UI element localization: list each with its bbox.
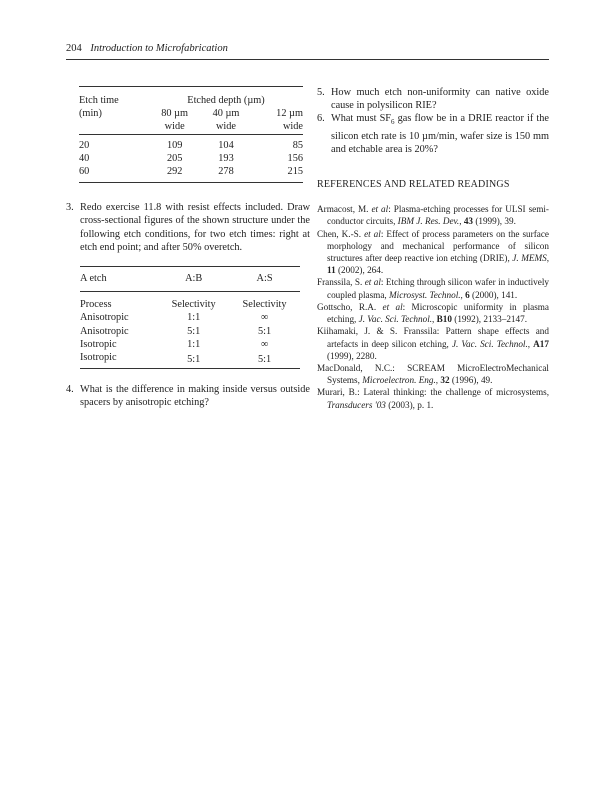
cell: ∞	[260, 338, 269, 350]
right-column	[317, 86, 549, 411]
exercise-text: What must $SF_6$ gas flow be in a DRIE reactor if the silicon etch rate is 10 µm/min, wafer size is 150 mm and etchable area is 20%?	[331, 113, 549, 155]
cell: 60	[79, 166, 90, 178]
references-heading: REFERENCES AND RELATED READINGS	[317, 179, 510, 191]
exercise-6	[317, 112, 549, 156]
cell: 85	[292, 139, 303, 151]
exercise-number: 6.	[317, 113, 325, 125]
cell: 1:1	[187, 312, 201, 324]
reference-item: Chen, K.-S. et al: Effect of process parameters on the surface morphology and mechanical performance of silicon structures after deep reactive ion etching (DRIE), J. MEMS, 11 (2002), 264.	[317, 228, 550, 276]
table-top-rule	[79, 87, 303, 95]
cell: Isotropic	[80, 338, 117, 350]
cell: 205	[166, 152, 183, 164]
table-row	[79, 152, 303, 165]
cell: 193	[218, 152, 234, 164]
width-header: 80 µm	[161, 108, 189, 120]
reference-item: Kiihamaki, J. & S. Franssila: Pattern shape effects and artefacts in deep silicon etching, J. Vac. Sci. Technol., A17 (1999), 2280.	[317, 326, 549, 361]
exercise-4	[66, 383, 310, 409]
group-header: Etched depth (µm)	[187, 95, 265, 106]
exercise-number: 4.	[66, 384, 74, 396]
cell: 1:1	[187, 338, 201, 350]
cell: 278	[218, 166, 234, 178]
reference-item: Franssila, S. et al: Etching through silicon wafer in inductively coupled plasma, Microsyst. Technol., 6 (2000), 141.	[317, 277, 550, 300]
cell: 20	[79, 139, 90, 151]
cell: Anisotropic	[80, 312, 129, 324]
cell: 5:1	[257, 325, 272, 337]
width-header: 40 µm	[212, 108, 240, 120]
cell: 5:1	[187, 325, 201, 337]
cell: 5:1	[187, 354, 201, 366]
header-cell: Process	[80, 299, 112, 311]
cell: 104	[218, 139, 234, 151]
header-cell: A:B	[185, 273, 203, 285]
cell: 215	[287, 166, 303, 178]
cell: 109	[166, 139, 183, 151]
col-label: Etch time	[79, 95, 119, 106]
etch-depth-table	[79, 86, 303, 183]
cell: 5:1	[257, 354, 272, 366]
cell: 156	[287, 152, 303, 164]
reference-item: Gottscho, R.A. et al: Microscopic uniformity in plasma etching, J. Vac. Sci. Technol., B10 (1992), 2133–2147.	[317, 301, 549, 325]
cell: 292	[166, 166, 183, 178]
table-row	[80, 338, 300, 351]
references-list	[317, 203, 549, 410]
exercise-5	[317, 86, 549, 112]
header-cell: Selectivity	[242, 299, 287, 311]
selectivity-table	[80, 266, 300, 369]
exercise-text: Redo exercise 11.8 with resist effects included. Draw cross-sectional figures of the shown structure under the following etch conditions, for two etch times: right at etch end point; and after 50% overetch.	[80, 202, 310, 253]
table-row	[80, 351, 300, 369]
exercise-text: How much etch non-uniformity can native oxide cause in polysilicon RIE?	[331, 87, 549, 112]
header-rule	[66, 59, 549, 60]
col-unit: (min)	[79, 108, 102, 120]
reference-item: Armacost, M. et al: Plasma-etching processes for ULSI semi-conductor circuits, IBM J. Res. Dev., 43 (1999), 39.	[317, 204, 549, 227]
exercise-text: What is the difference in making inside versus outside spacers by anisotropic etching?	[80, 384, 310, 409]
wide-label: wide	[164, 121, 185, 133]
exercise-3	[66, 201, 310, 254]
table-row	[79, 165, 303, 183]
cell: Anisotropic	[80, 325, 129, 337]
cell: Isotropic	[80, 352, 117, 364]
left-column	[66, 86, 310, 410]
running-title: Introduction to Microfabrication	[90, 43, 228, 54]
width-header: 12 µm	[276, 108, 303, 120]
header-cell: Selectivity	[171, 299, 216, 311]
header-cell: A etch	[80, 273, 107, 285]
exercise-number: 3.	[66, 202, 74, 214]
running-header	[66, 43, 228, 54]
exercise-number: 5.	[317, 87, 325, 98]
page-number: 204	[66, 43, 82, 54]
cell: ∞	[260, 312, 269, 324]
cell: 40	[79, 152, 90, 164]
reference-item: Murari, B.: Lateral thinking: the challenge of microsystems, Transducers '03 (2003), p. 1.	[317, 387, 549, 410]
table-row	[80, 325, 300, 338]
table-row	[79, 139, 303, 152]
wide-label: wide	[215, 121, 236, 133]
header-cell: A:S	[256, 273, 273, 285]
table-row	[80, 311, 300, 324]
reference-item: MacDonald, N.C.: SCREAM MicroElectroMechanical Systems, Microelectron. Eng., 32 (1996), 49.	[317, 362, 549, 386]
wide-label: wide	[282, 121, 303, 133]
